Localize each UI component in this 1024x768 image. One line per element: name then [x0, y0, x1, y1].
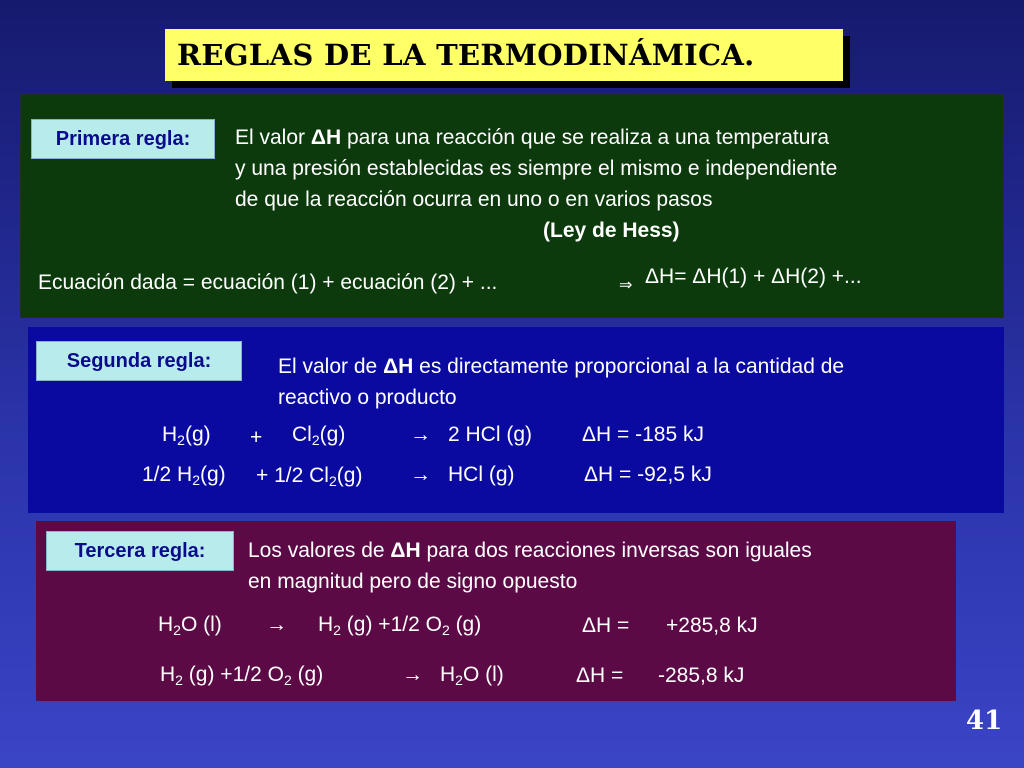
eq1-product: 2 HCl (g)	[448, 423, 533, 446]
eq3-arrow-icon: →	[266, 613, 287, 636]
eq4-enthalpy-value: -285,8 kJ	[658, 664, 745, 687]
eq3-reactant: $H_2O$ (l)	[158, 613, 222, 638]
eq1-plus: +	[250, 426, 263, 449]
page-number: 41	[966, 706, 1003, 736]
third-rule-line1: Los valores de ΔH para dos reacciones inversas son iguales	[248, 539, 812, 562]
second-rule-line1: El valor de ΔH es directamente proporcional a la cantidad de	[278, 355, 845, 378]
hess-law-label: (Ley de Hess)	[543, 219, 680, 242]
eq1-reactant-2: $Cl_2(g)$	[292, 423, 346, 448]
eq4-enthalpy-label: ΔH =	[576, 664, 624, 687]
eq2-reactant-1: 1/2 $H_2(g)$	[142, 463, 226, 488]
third-rule-label: Tercera regla:	[46, 531, 234, 571]
eq3-enthalpy-label: ΔH =	[582, 614, 630, 637]
first-rule-label: Primera regla:	[31, 119, 215, 159]
eq4-reactants: $H_2$ (g) +1/2 $O_2$ (g)	[160, 663, 324, 688]
first-rule-panel	[20, 94, 1004, 318]
first-rule-line2: y una presión establecidas es siempre el mismo e independiente	[235, 157, 838, 180]
page-title: REGLAS DE LA TERMODINÁMICA.	[177, 38, 755, 72]
eq2-product: HCl (g)	[448, 463, 515, 486]
eq4-arrow-icon: →	[402, 663, 423, 686]
second-rule-line2: reactivo o producto	[278, 386, 457, 409]
hess-equation: Ecuación dada = ecuación (1) + ecuación (2) + ...	[38, 271, 498, 294]
implies-arrow-icon: ⇒	[619, 277, 633, 294]
eq2-enthalpy: ΔH = -92,5 kJ	[584, 463, 712, 486]
eq2-reactant-2: + 1/2 $Cl_2(g)$	[256, 464, 363, 489]
third-rule-panel	[36, 521, 956, 701]
title-box	[165, 29, 843, 81]
hess-enthalpy-sum: ΔH= ΔH(1) + ΔH(2) +...	[645, 265, 862, 288]
second-rule-label: Segunda regla:	[36, 341, 242, 381]
eq1-reactant-1: $H_2(g)$	[162, 423, 211, 448]
eq1-arrow-icon: →	[410, 423, 431, 446]
third-rule-line2: en magnitud pero de signo opuesto	[248, 570, 578, 593]
second-rule-panel	[28, 327, 1004, 513]
first-rule-line1: El valor ΔH para una reacción que se realiza a una temperatura	[235, 126, 830, 149]
eq3-products: $H_2$ (g) +1/2 $O_2$ (g)	[318, 613, 482, 638]
eq3-enthalpy-value: +285,8 kJ	[666, 614, 758, 637]
first-rule-line3: de que la reacción ocurra en uno o en varios pasos	[235, 188, 713, 211]
eq4-product: $H_2O$ (l)	[440, 663, 504, 688]
eq2-arrow-icon: →	[410, 463, 431, 486]
eq1-enthalpy: ΔH = -185 kJ	[582, 423, 704, 446]
